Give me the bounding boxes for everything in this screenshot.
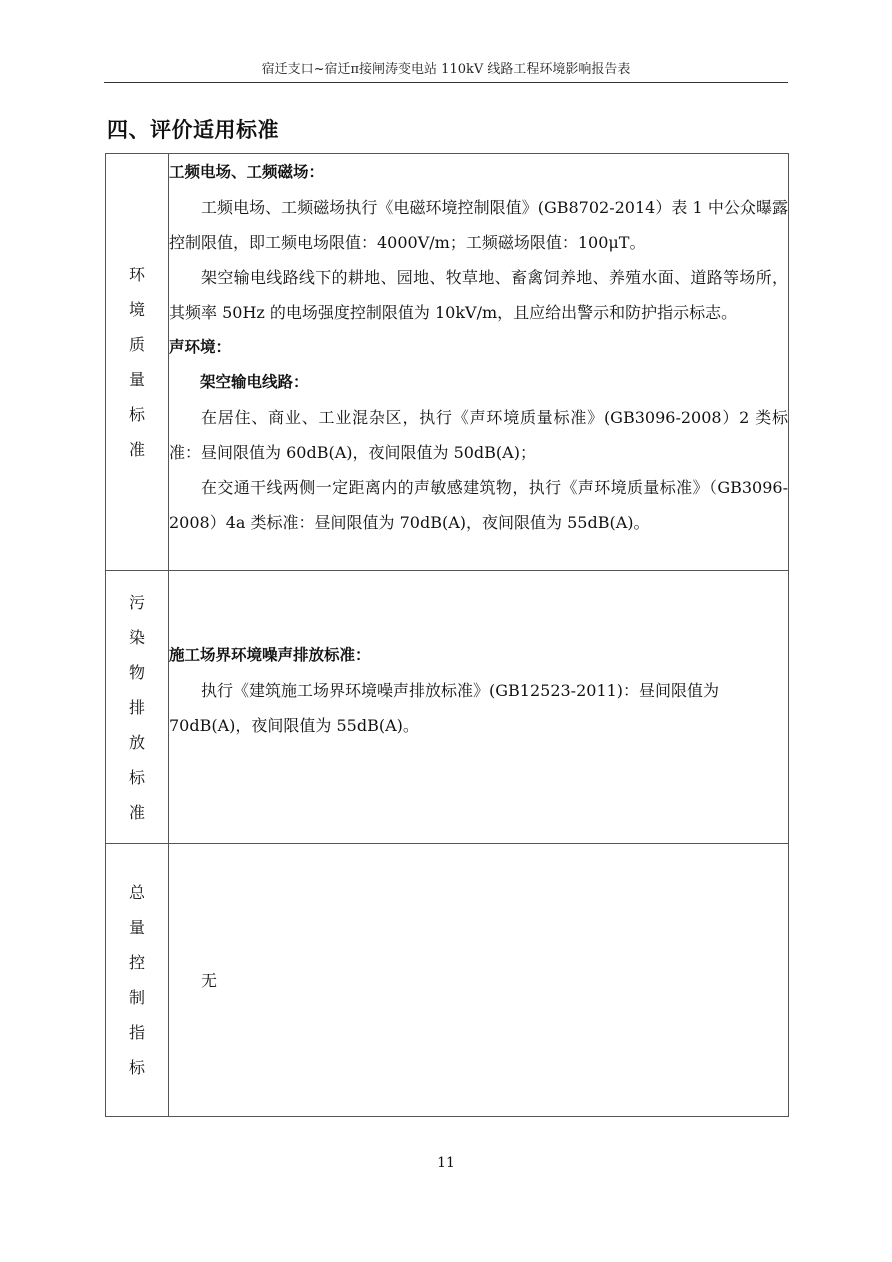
emf-paragraph-1: 工频电场、工频磁场执行《电磁环境控制限值》(GB8702-2014）表 1 中公众曝露控制限值，即工频电场限值：4000V/m；工频磁场限值：100μT。	[169, 198, 788, 252]
table-row	[106, 571, 789, 844]
row-label: 环境质量标准	[129, 265, 146, 459]
noise-heading: 声环境：	[169, 338, 232, 356]
header-rule	[104, 82, 788, 83]
row-label: 总量控制指标	[129, 883, 146, 1077]
construction-noise-heading: 施工场界环境噪声排放标准：	[169, 645, 371, 664]
emf-heading: 工频电场、工频磁场：	[169, 163, 325, 181]
row-content-cell	[169, 571, 789, 844]
row-label-cell	[106, 844, 169, 1117]
running-header: 宿迁支口~宿迁π接闸涛变电站 110kV 线路工程环境影响报告表	[261, 62, 631, 77]
emf-paragraph-2: 架空输电线路线下的耕地、园地、牧草地、畜禽饲养地、养殖水面、道路等场所，其频率 50Hz 的电场强度控制限值为 10kV/m，且应给出警示和防护指示标志。	[169, 268, 788, 322]
noise-paragraph-2: 在交通干线两侧一定距离内的声敏感建筑物，执行《声环境质量标准》（GB3096-2008）4a 类标准：昼间限值为 70dB(A)，夜间限值为 55dB(A)。	[169, 478, 788, 532]
overhead-line-subheading: 架空输电线路：	[200, 373, 309, 391]
noise-paragraph-1: 在居住、商业、工业混杂区，执行《声环境质量标准》(GB3096-2008）2 类标准：昼间限值为 60dB(A)，夜间限值为 50dB(A)；	[169, 408, 788, 462]
row-content-cell	[169, 154, 789, 571]
table-row	[106, 154, 789, 571]
row-label: 污染物排放标准	[129, 592, 146, 822]
row-label-cell	[106, 571, 169, 844]
section-title: 四、评价适用标准	[107, 118, 279, 142]
row-label-cell	[106, 154, 169, 571]
standards-table	[105, 153, 789, 1117]
total-control-value: 无	[201, 970, 218, 990]
row-content-cell	[169, 844, 789, 1117]
page-number: 11	[437, 1155, 455, 1171]
table-row	[106, 844, 789, 1117]
construction-noise-paragraph: 执行《建筑施工场界环境噪声排放标准》(GB12523-2011)：昼间限值为 70dB(A)，夜间限值为 55dB(A)。	[169, 680, 720, 735]
